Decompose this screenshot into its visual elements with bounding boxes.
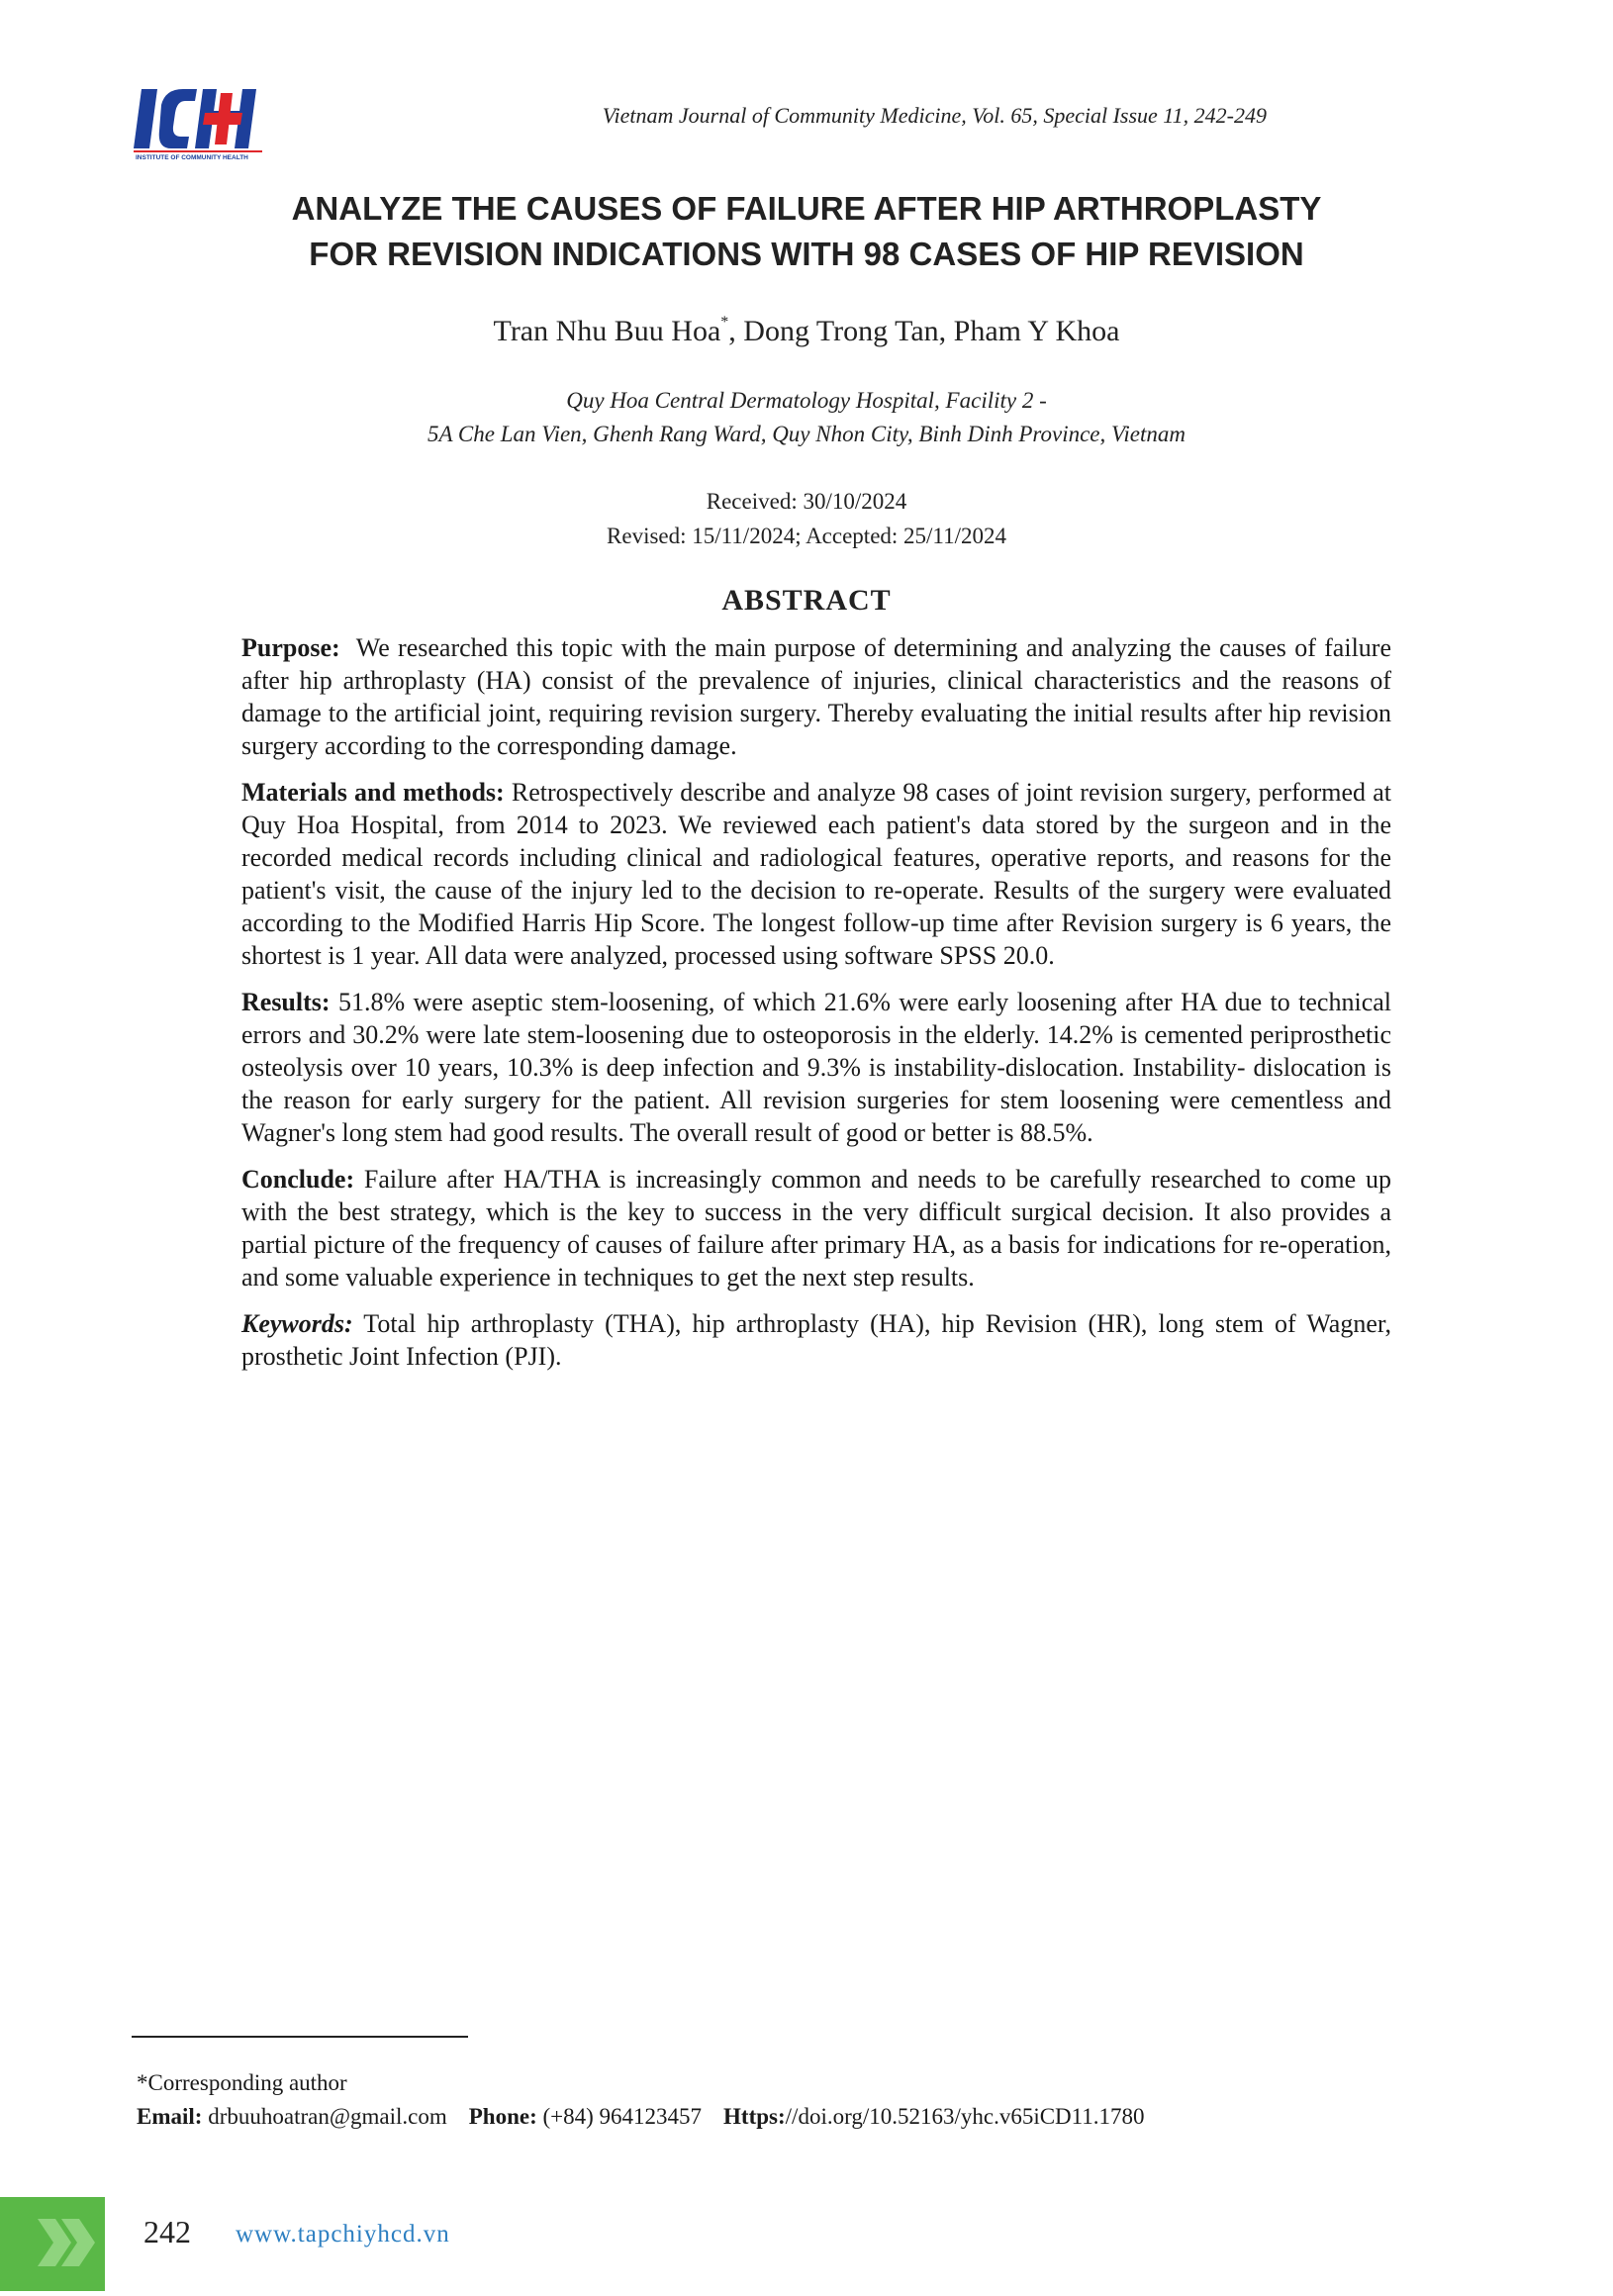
author-rest: , Dong Trong Tan, Pham Y Khoa	[728, 315, 1120, 347]
journal-logo	[132, 87, 264, 162]
conclude-text: Failure after HA/THA is increasingly common and needs to be carefully researched to come up with the best strategy, which is the key to success in the very difficult surgical decision. It also provides a partial picture of the frequency of causes of failure after primary HA, as a basis for indications for re-operation, and some valuable experience in techniques to get the next step results.	[241, 1165, 1391, 1292]
abstract-results	[241, 986, 1391, 1149]
corresponding-author-note: *Corresponding author	[137, 2070, 347, 2095]
results-text: 51.8% were aseptic stem-loosening, of which 21.6% were early loosening after HA due to technical errors and 30.2% were late stem-loosening due to osteoporosis in the elderly. 14.2% is cemented periprosthetic osteolysis over 10 years, 10.3% is deep infection and 9.3% is instability-dislocation. Instability- dislocation is the reason for early surgery for the patient. All revision surgeries for stem loosening were cementless and Wagner's long stem had good results. The overall result of good or better is 88.5%.	[241, 988, 1391, 1147]
abstract-purpose	[241, 631, 1398, 762]
conclude-label: Conclude:	[241, 1165, 355, 1194]
revised-accepted-date: Revised: 15/11/2024; Accepted: 25/11/2024	[607, 524, 1006, 548]
abstract-heading: ABSTRACT	[721, 584, 892, 617]
methods-text: Retrospectively describe and analyze 98 cases of joint revision surgery, performed at Quy Hoa Hospital, from 2014 to 2023. We reviewed each patient's data stored by the surgeon and in the recorded medical records including clinical and radiological features, operative reports, and reasons for the patient's visit, the cause of the injury led to the decision to re-operate. Results of the surgery were evaluated according to the Modified Harris Hip Score. The longest follow-up time after Revision surgery is 6 years, the shortest is 1 year. All data were analyzed, processed using software SPSS 20.0.	[241, 778, 1391, 970]
logo-text: INSTITUTE OF COMMUNITY HEALTH	[136, 154, 248, 161]
affiliation	[178, 384, 1435, 451]
abstract-keywords	[241, 1307, 1391, 1373]
contact-line	[137, 2100, 1482, 2134]
footnote-divider	[132, 2036, 468, 2038]
author-first: Tran Nhu Buu Hoa	[493, 315, 721, 347]
website-link[interactable]: www.tapchiyhcd.vn	[236, 2221, 450, 2248]
keywords-text: Total hip arthroplasty (THA), hip arthroplasty (HA), hip Revision (HR), long stem of Wagner, prosthetic Joint Infection (PJI).	[241, 1309, 1391, 1371]
phone-label: Phone:	[468, 2104, 537, 2129]
doi-link[interactable]: //doi.org/10.52163/yhc.v65iCD11.1780	[785, 2104, 1145, 2129]
footer-green-tab	[0, 2197, 105, 2291]
phone-number: (+84) 964123457	[536, 2104, 703, 2129]
email-label: Email:	[137, 2104, 203, 2129]
affiliation-line-1: Quy Hoa Central Dermatology Hospital, Facility 2 -	[566, 388, 1047, 413]
abstract-conclude	[241, 1163, 1391, 1293]
abstract-methods	[241, 776, 1391, 972]
purpose-label: Purpose:	[241, 633, 340, 662]
double-chevron-right-icon	[0, 2197, 105, 2291]
keywords-label: Keywords:	[241, 1309, 353, 1338]
received-date: Received: 30/10/2024	[706, 489, 907, 514]
footnote	[137, 2066, 1482, 2134]
dates	[178, 484, 1435, 553]
methods-label: Materials and methods:	[241, 778, 505, 807]
abstract-body	[241, 631, 1398, 1387]
doi-label: Https:	[723, 2104, 786, 2129]
paper-title	[178, 186, 1435, 277]
corresponding-marker: *	[720, 314, 729, 331]
email-link[interactable]: drbuuhoatran@gmail.com	[202, 2104, 447, 2129]
results-label: Results:	[241, 988, 331, 1016]
page-number: 242	[143, 2214, 191, 2249]
title-line-2: FOR REVISION INDICATIONS WITH 98 CASES OF HIP REVISION	[309, 236, 1304, 272]
purpose-text: We researched this topic with the main purpose of determining and analyzing the causes of failure after hip arthroplasty (HA) consist of the prevalence of injuries, clinical characteristics and the reasons of damage to the artificial joint, requiring revision surgery. Thereby evaluating the initial results after hip revision surgery according to the corresponding damage.	[241, 633, 1398, 760]
title-line-1: ANALYZE THE CAUSES OF FAILURE AFTER HIP ARTHROPLASTY	[291, 190, 1322, 227]
affiliation-line-2: 5A Che Lan Vien, Ghenh Rang Ward, Quy Nhon City, Binh Dinh Province, Vietnam	[427, 422, 1186, 446]
authors	[178, 315, 1435, 348]
journal-header: Vietnam Journal of Community Medicine, Vol. 65, Special Issue 11, 242-249	[602, 103, 1267, 128]
